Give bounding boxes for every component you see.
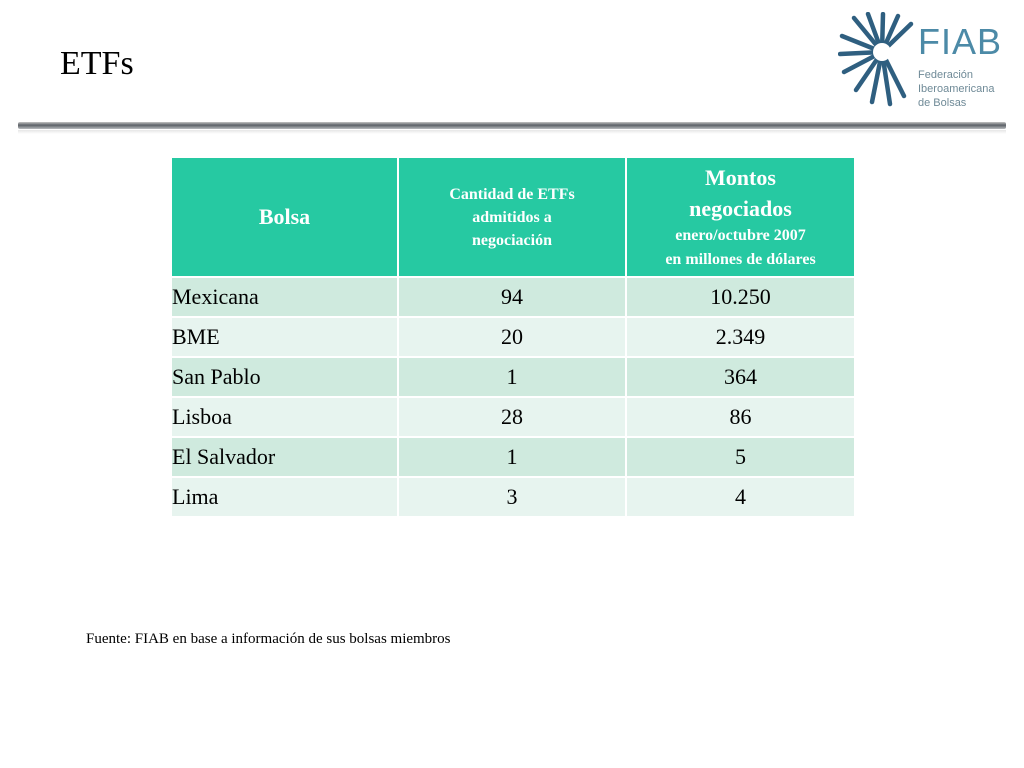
source-note: Fuente: FIAB en base a información de sus bolsas miembros <box>86 631 451 647</box>
logo-name: FIAB <box>918 21 1003 62</box>
cell-cantidad: 3 <box>398 477 626 517</box>
header-divider-shadow <box>18 130 1006 134</box>
table-row <box>171 437 855 477</box>
logo-subtitle: Federación Iberoamericana de Bolsas <box>918 69 995 109</box>
fiab-logo <box>838 12 1008 112</box>
cell-cantidad: 1 <box>398 437 626 477</box>
table-row <box>171 277 855 317</box>
cell-montos: 4 <box>626 477 855 517</box>
cell-bolsa: El Salvador <box>171 437 398 477</box>
etf-table <box>170 156 856 518</box>
header-divider <box>18 122 1006 129</box>
cell-montos: 5 <box>626 437 855 477</box>
cell-montos: 2.349 <box>626 317 855 357</box>
cell-cantidad: 28 <box>398 397 626 437</box>
fiab-starburst-icon <box>838 12 918 112</box>
header-bolsa: Bolsa <box>171 157 398 277</box>
header-montos: Montos negociados enero/octubre 2007 en millones de dólares <box>626 157 855 277</box>
table-row <box>171 477 855 517</box>
cell-bolsa: Lisboa <box>171 397 398 437</box>
table-row <box>171 317 855 357</box>
cell-bolsa: Mexicana <box>171 277 398 317</box>
cell-cantidad: 1 <box>398 357 626 397</box>
cell-cantidad: 20 <box>398 317 626 357</box>
cell-cantidad: 94 <box>398 277 626 317</box>
cell-bolsa: BME <box>171 317 398 357</box>
table-row <box>171 397 855 437</box>
cell-bolsa: San Pablo <box>171 357 398 397</box>
table-header-row <box>171 157 855 277</box>
header-cantidad: Cantidad de ETFs admitidos a negociación <box>398 157 626 277</box>
cell-bolsa: Lima <box>171 477 398 517</box>
cell-montos: 86 <box>626 397 855 437</box>
cell-montos: 10.250 <box>626 277 855 317</box>
slide-title: ETFs <box>60 45 134 82</box>
table-row <box>171 357 855 397</box>
cell-montos: 364 <box>626 357 855 397</box>
